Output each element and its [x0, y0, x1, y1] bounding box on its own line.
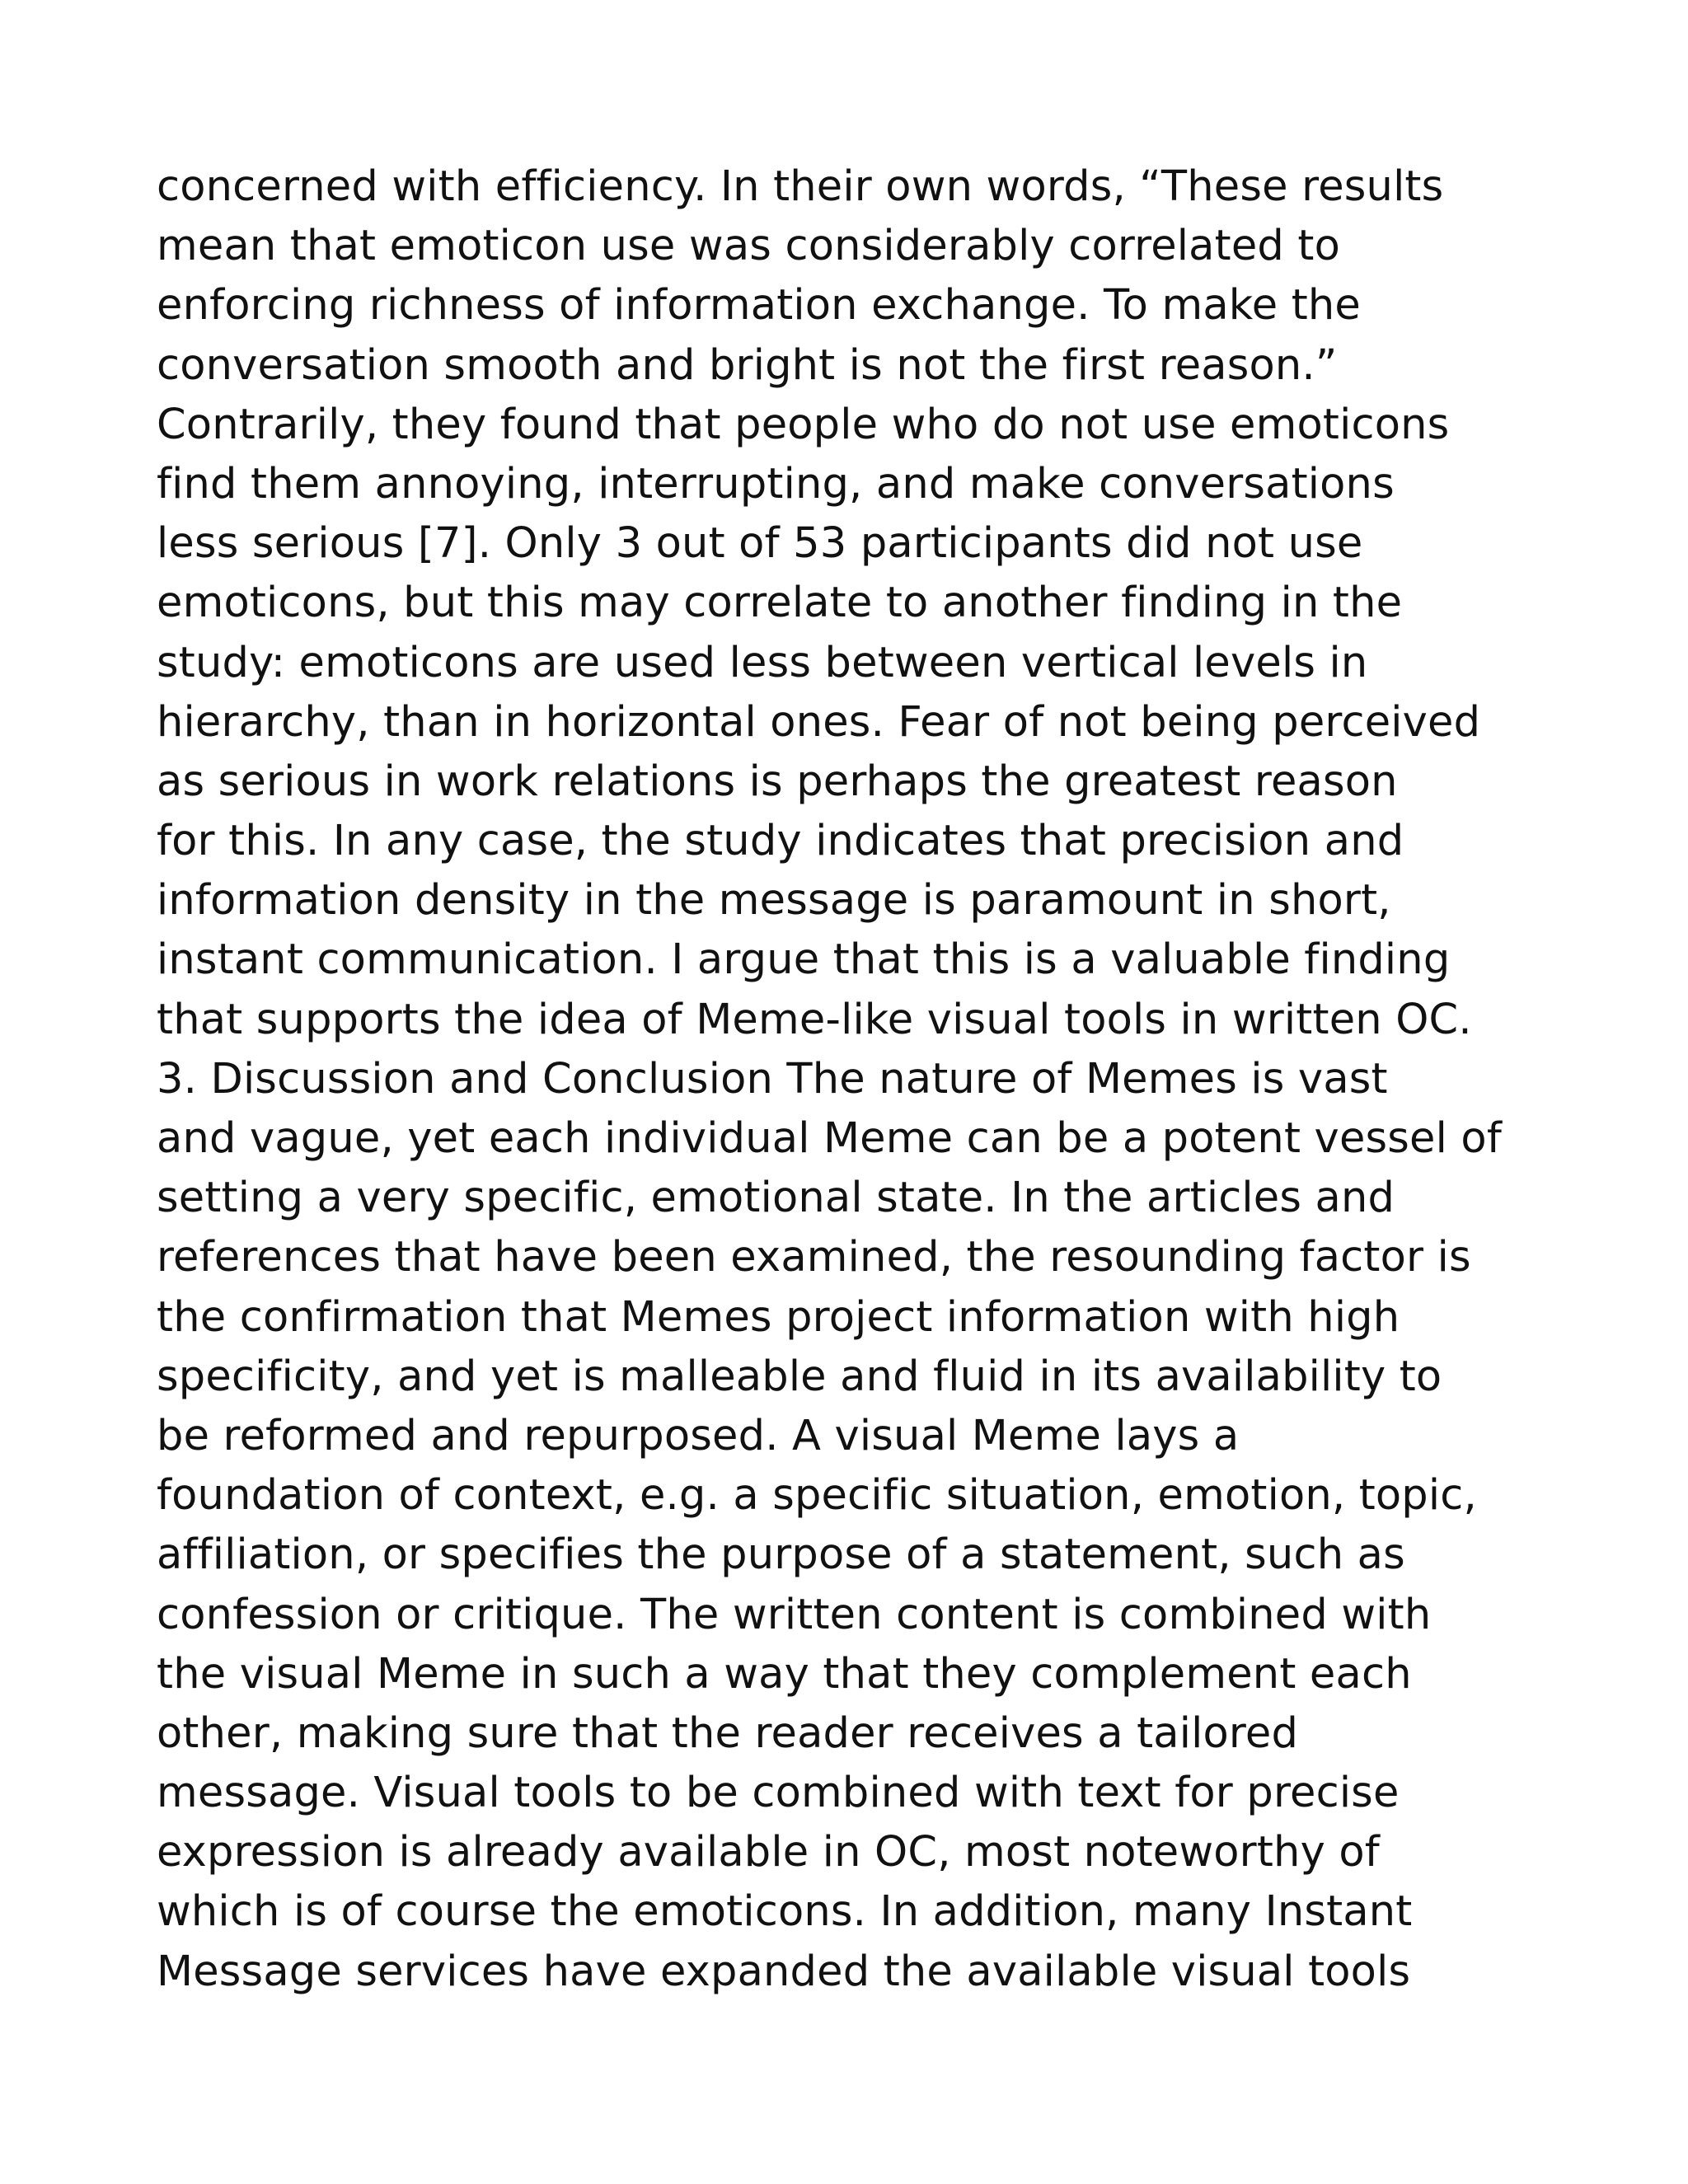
- text-line: foundation of context, e.g. a specific situation, emotion, topic,: [157, 1471, 1477, 1521]
- text-line: setting a very specific, emotional state. In the articles and: [157, 1174, 1395, 1223]
- text-line: the confirmation that Memes project information with high: [157, 1292, 1400, 1342]
- text-line: concerned with efficiency. In their own words, “These results: [157, 162, 1444, 211]
- text-line: the visual Meme in such a way that they complement each: [157, 1649, 1412, 1699]
- text-line: emoticons, but this may correlate to another finding in the: [157, 579, 1403, 628]
- text-line: hierarchy, than in horizontal ones. Fear of not being perceived: [157, 697, 1481, 747]
- text-line: less serious [7]. Only 3 out of 53 participants did not use: [157, 519, 1363, 569]
- text-line: references that have been examined, the resounding factor is: [157, 1233, 1471, 1282]
- text-line: Message services have expanded the available visual tools: [157, 1947, 1411, 1996]
- text-line: information density in the message is paramount in short,: [157, 876, 1391, 926]
- text-line: expression is already available in OC, most noteworthy of: [157, 1828, 1380, 1877]
- text-line: that supports the idea of Meme-like visual tools in written OC.: [157, 995, 1472, 1044]
- text-line: specificity, and yet is malleable and fluid in its availability to: [157, 1352, 1442, 1401]
- text-line: as serious in work relations is perhaps the greatest reason: [157, 757, 1398, 806]
- text-line: affiliation, or specifies the purpose of a statement, such as: [157, 1530, 1405, 1580]
- text-line: other, making sure that the reader receives a tailored: [157, 1708, 1299, 1758]
- text-line: instant communication. I argue that this is a valuable finding: [157, 935, 1451, 985]
- text-line: 3. Discussion and Conclusion The nature of Memes is vast: [157, 1054, 1388, 1104]
- text-line: confession or critique. The written content is combined with: [157, 1590, 1432, 1639]
- text-line: which is of course the emoticons. In addition, many Instant: [157, 1887, 1413, 1937]
- text-line: study: emoticons are used less between vertical levels in: [157, 638, 1368, 687]
- text-line: Contrarily, they found that people who do not use emoticons: [157, 400, 1450, 449]
- text-line: find them annoying, interrupting, and make conversations: [157, 459, 1395, 509]
- text-line: be reformed and repurposed. A visual Meme lays a: [157, 1411, 1240, 1460]
- body-text: [157, 157, 1558, 2002]
- text-line: mean that emoticon use was considerably correlated to: [157, 222, 1340, 271]
- text-line: enforcing richness of information exchange. To make the: [157, 281, 1362, 330]
- text-line: for this. In any case, the study indicates that precision and: [157, 817, 1404, 866]
- text-line: and vague, yet each individual Meme can be a potent vessel of: [157, 1114, 1502, 1163]
- text-line: conversation smooth and bright is not the first reason.”: [157, 340, 1338, 390]
- text-line: message. Visual tools to be combined with text for precise: [157, 1769, 1400, 1818]
